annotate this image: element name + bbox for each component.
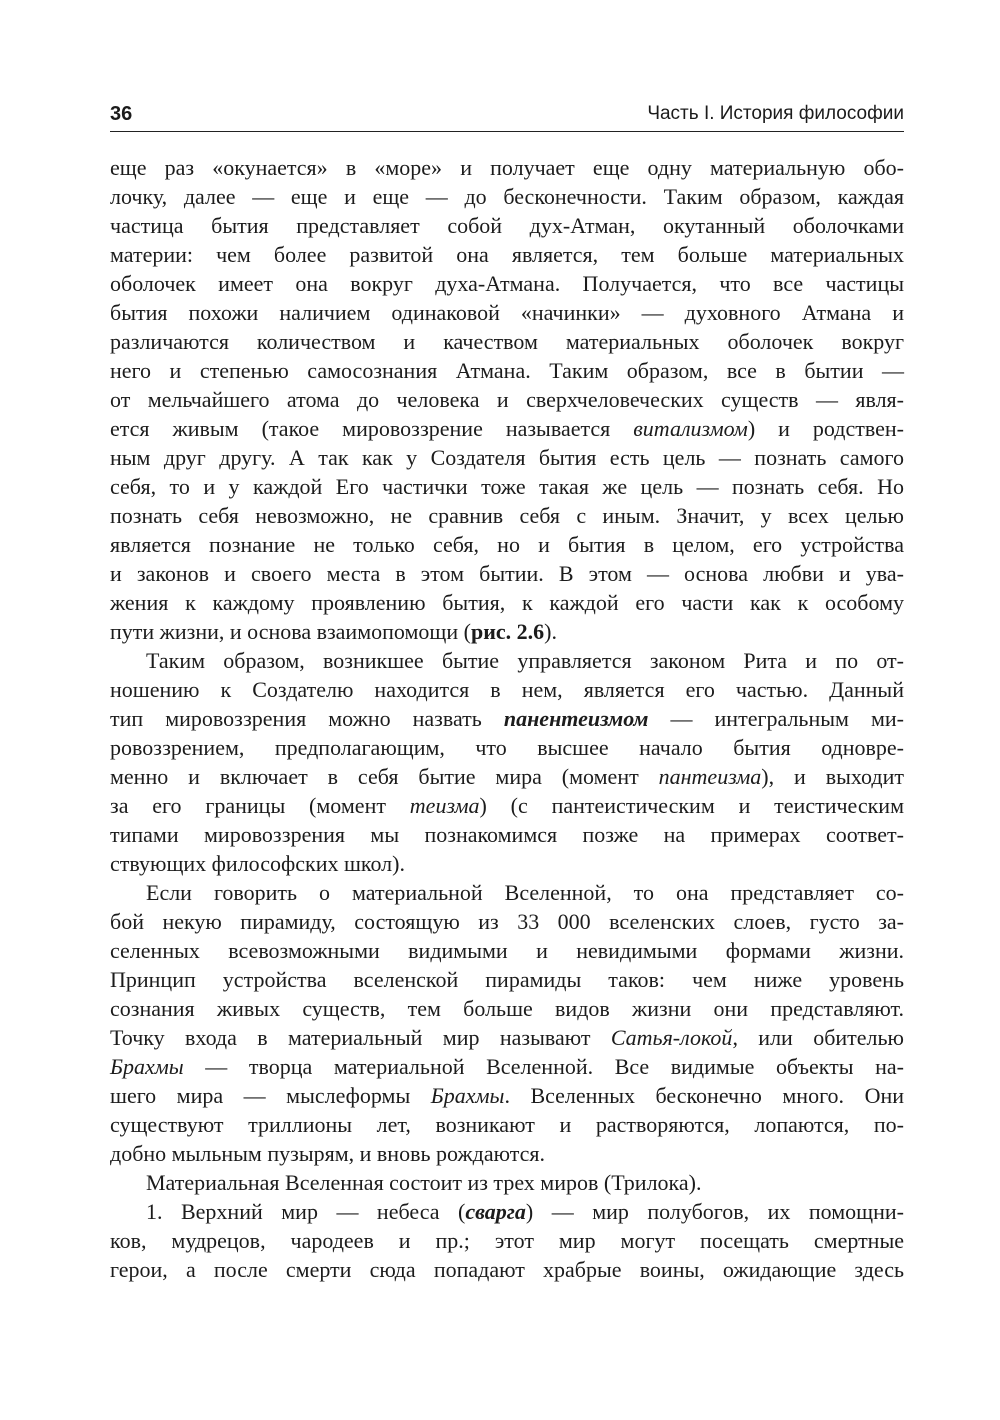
text-line — [110, 472, 904, 501]
text-segment: различаются количеством и качеством материальных оболочек вокруг — [110, 329, 904, 354]
text-line — [110, 907, 904, 936]
text-segment: Материальная Вселенная состоит из трех миров (Трилока). — [146, 1170, 702, 1195]
text-segment: бытия похожи наличием одинаковой «начинки» — духовного Атмана и — [110, 300, 904, 325]
text-line — [110, 791, 904, 820]
text-line — [110, 1110, 904, 1139]
text-segment: и законов и своего места в этом бытии. В этом — основа любви и ува- — [110, 561, 904, 586]
text-line — [110, 849, 904, 878]
italic-term: теизма — [409, 793, 480, 818]
text-line — [110, 965, 904, 994]
text-line — [110, 675, 904, 704]
text-segment: . Вселенных бесконечно много. Они — [504, 1083, 904, 1108]
text-line — [110, 762, 904, 791]
text-segment: оболочек имеет она вокруг духа-Атмана. Получается, что все частицы — [110, 271, 904, 296]
text-line — [110, 1255, 904, 1284]
text-line — [110, 211, 904, 240]
italic-term: витализмом — [633, 416, 748, 441]
italic-term: Брахмы — [430, 1083, 505, 1108]
text-segment: Если говорить о материальной Вселенной, то она представляет со- — [146, 880, 904, 905]
bold-italic-term: сварга — [465, 1199, 526, 1224]
italic-term: Брахмы — [110, 1054, 184, 1079]
text-line — [110, 530, 904, 559]
bold-italic-term: панентеизмом — [503, 706, 649, 731]
page-header — [110, 101, 904, 131]
text-line — [110, 1023, 904, 1052]
text-segment: материи: чем более развитой она является, тем больше материальных — [110, 242, 904, 267]
text-segment: ). — [544, 619, 557, 644]
page-number: 36 — [110, 103, 133, 125]
text-segment: ется живым (такое мировоззрение называется — [110, 416, 634, 441]
text-segment: ствующих философских школ). — [110, 851, 405, 876]
text-line — [110, 153, 904, 182]
text-segment: является познание не только себя, но и бытия в целом, его устройства — [110, 532, 904, 557]
text-segment: — интегральным ми- — [648, 706, 904, 731]
text-segment: частица бытия представляет собой дух-Атман, окутанный оболочками — [110, 213, 904, 238]
header-rule — [110, 131, 904, 132]
text-segment: ) и родствен- — [747, 416, 904, 441]
text-segment: себя, то и у каждой Его частички тоже такая же цель — познать себя. Но — [110, 474, 904, 499]
text-segment: лочку, далее — еще и еще — до бесконечности. Таким образом, каждая — [110, 184, 904, 209]
text-line — [110, 298, 904, 327]
text-line — [110, 820, 904, 849]
text-segment: шего мира — мыслеформы — [110, 1083, 431, 1108]
text-segment: Точку входа в материальный мир называют — [110, 1025, 611, 1050]
text-line — [146, 1168, 904, 1197]
text-line — [110, 559, 904, 588]
text-segment: ), и выходит — [761, 764, 904, 789]
text-segment: ) — мир полубогов, их помощни- — [525, 1199, 904, 1224]
text-segment: типами мировоззрения мы познакомимся позже на примерах соответ- — [110, 822, 904, 847]
text-segment: ) (с пантеистическим и теистическим — [479, 793, 904, 818]
text-line — [110, 1052, 904, 1081]
text-line — [146, 646, 904, 675]
text-line — [110, 936, 904, 965]
text-segment: пути жизни, и основа взаимопомощи ( — [110, 619, 471, 644]
text-line — [110, 327, 904, 356]
text-line — [110, 733, 904, 762]
text-line — [110, 704, 904, 733]
text-line — [146, 1197, 904, 1226]
text-segment: менно и включает в себя бытие мира (момент — [110, 764, 659, 789]
text-line — [146, 878, 904, 907]
text-segment: ношению к Создателю находится в нем, является его частью. Данный — [110, 677, 904, 702]
text-segment: ков, мудрецов, чародеев и пр.; этот мир могут посещать смертные — [110, 1228, 904, 1253]
text-line — [110, 994, 904, 1023]
text-segment: еще раз «окунается» в «море» и получает еще одну материальную обо- — [110, 155, 904, 180]
text-segment: — творца материальной Вселенной. Все видимые объекты на- — [183, 1054, 904, 1079]
text-line — [110, 1139, 904, 1168]
text-line — [110, 617, 904, 646]
text-line — [110, 385, 904, 414]
text-segment: ровоззрением, предполагающим, что высшее начало бытия одновре- — [110, 735, 904, 760]
italic-term: Сатья-локой — [610, 1025, 733, 1050]
text-segment: селенных всевозможными видимыми и невидимыми формами жизни. — [110, 938, 904, 963]
text-line — [110, 240, 904, 269]
text-segment: Таким образом, возникшее бытие управляется законом Рита и по от- — [146, 648, 904, 673]
text-line — [110, 501, 904, 530]
text-line — [110, 182, 904, 211]
text-segment: бой некую пирамиду, состоящую из 33 000 вселенских слоев, густо за- — [110, 909, 904, 934]
text-segment: тип мировоззрения можно назвать — [110, 706, 504, 731]
text-segment: за его границы (момент — [110, 793, 410, 818]
italic-term: пантеизма — [658, 764, 762, 789]
text-line — [110, 588, 904, 617]
text-segment: существуют триллионы лет, возникают и растворяются, лопаются, по- — [110, 1112, 904, 1137]
text-segment: познать себя невозможно, не сравнив себя с иным. Значит, у всех целью — [110, 503, 904, 528]
text-line — [110, 356, 904, 385]
text-segment: добно мыльным пузырям, и вновь рождаются. — [110, 1141, 546, 1166]
text-line — [110, 443, 904, 472]
text-segment: ным друг другу. А так как у Создателя бытия есть цель — познать самого — [110, 445, 904, 470]
text-segment: Принцип устройства вселенской пирамиды таков: чем ниже уровень — [110, 967, 904, 992]
text-segment: , или обителью — [732, 1025, 904, 1050]
text-segment: него и степенью самосознания Атмана. Таким образом, все в бытии — — [110, 358, 904, 383]
text-line — [110, 269, 904, 298]
running-title: Часть I. История философии — [647, 103, 904, 124]
text-segment: жения к каждому проявлению бытия, к каждой его части как к особому — [110, 590, 904, 615]
text-line — [110, 1226, 904, 1255]
text-segment: от мельчайшего атома до человека и сверхчеловеческих существ — явля- — [110, 387, 904, 412]
text-line — [110, 414, 904, 443]
text-segment: сознания живых существ, тем больше видов жизни они представляют. — [110, 996, 904, 1021]
text-line — [110, 1081, 904, 1110]
text-segment: герои, а после смерти сюда попадают храбрые воины, ожидающие здесь — [110, 1257, 904, 1282]
text-segment: 1. Верхний мир — небеса ( — [146, 1199, 466, 1224]
bold-reference: рис. 2.6 — [470, 619, 545, 644]
